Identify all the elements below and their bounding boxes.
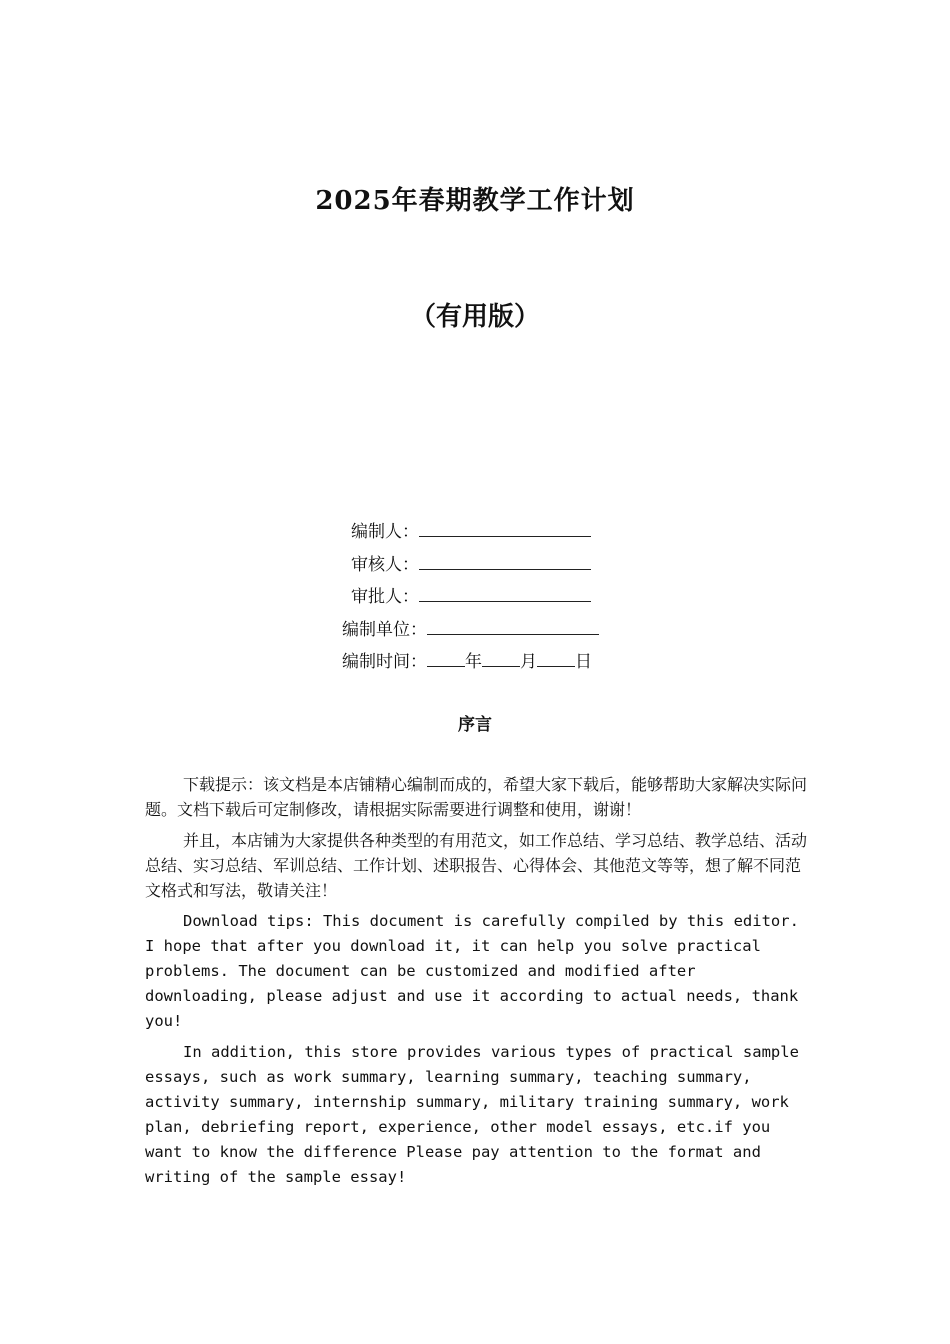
unit-label: 编制单位： xyxy=(342,620,427,640)
compiler-blank xyxy=(419,514,591,537)
preface-paragraph-3: Download tips: This document is carefully compiled by this editor. I hope that after you download it, it can help you solve practical problems. The document can be customized and modified after downloading, please adjust and use it according to actual needs, thank you! xyxy=(145,912,799,1030)
approver-blank xyxy=(419,579,591,602)
reviewer-row xyxy=(351,547,591,577)
approver-label: 审批人： xyxy=(351,587,419,607)
preface-body xyxy=(145,772,810,1196)
year-blank xyxy=(427,644,465,667)
compiler-label: 编制人： xyxy=(351,522,419,542)
reviewer-label: 审核人： xyxy=(351,555,419,575)
reviewer-blank xyxy=(419,547,591,570)
preface-paragraph-4: In addition, this store provides various types of practical sample essays, such as work summary, learning summary, teaching summary, activity summary, internship summary, military training summary, work plan, debriefing report, experience, other model essays, etc.if you want to know the difference Please pay attention to the format and writing of the sample essay! xyxy=(145,1043,799,1186)
month-blank xyxy=(482,644,520,667)
preface-paragraph-1: 下载提示：该文档是本店铺精心编制而成的，希望大家下载后，能够帮助大家解决实际问题。文档下载后可定制修改，请根据实际需要进行调整和使用，谢谢！ xyxy=(145,775,808,819)
preface-title: 序言 xyxy=(458,715,492,735)
day-label: 日 xyxy=(575,652,592,672)
unit-blank xyxy=(427,612,599,635)
time-row xyxy=(342,644,592,674)
time-label: 编制时间： xyxy=(342,652,427,672)
month-label: 月 xyxy=(520,652,537,672)
document-title: 2025年春期教学工作计划 xyxy=(315,186,635,216)
compiler-row xyxy=(351,514,591,544)
document-subtitle: （有用版） xyxy=(409,302,540,332)
unit-row xyxy=(342,612,599,642)
year-label: 年 xyxy=(465,652,482,672)
day-blank xyxy=(537,644,575,667)
preface-paragraph-2: 并且，本店铺为大家提供各种类型的有用范文，如工作总结、学习总结、教学总结、活动总结、实习总结、军训总结、工作计划、述职报告、心得体会、其他范文等等，想了解不同范文格式和写法，敬请关注！ xyxy=(145,831,808,900)
approver-row xyxy=(351,579,591,609)
